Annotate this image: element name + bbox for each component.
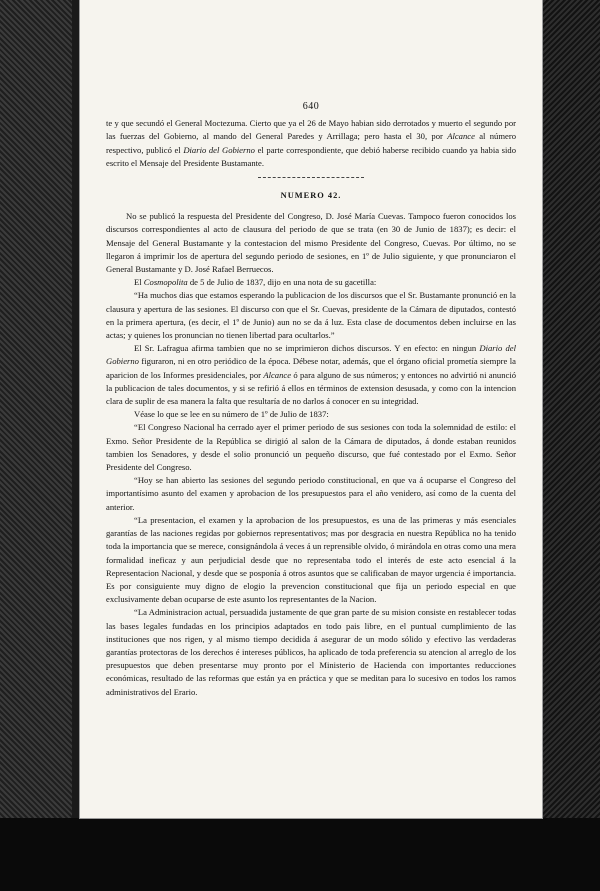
- paragraph-1: No se publicó la respuesta del Presidente del Congreso, D. José María Cuevas. Tampoco fueron conocidos los discursos correspondientes al acto de clausura del periodo de que se trata (en 30 de Junio de 1837); es decir: el Mensaje del General Bustamante y la contestacion del mismo Presidente del Congreso, Cuevas. Por último, no se llegaron á imprimir los de apertura del segundo periodo de sesiones, en 1º de Julio siguiente, y que pronunciaron el General Bustamante y D. José Rafael Berruecos.: [106, 211, 516, 275]
- p2-text-1: El: [134, 277, 144, 288]
- intro-text-2: al número respectivo, publicó el: [106, 131, 516, 155]
- page-content: [106, 100, 516, 699]
- paragraph-4: [106, 342, 516, 408]
- paragraph-3-quote: “Ha muchos dias que estamos esperando la publicacion de los discursos que el Sr. Bustamante pronunció en la clausura y apertura de las sesiones. El discurso con que el Sr. Cuevas, presidente de la Cámara de diputados, contestó en la primera apertura, (es decir, el 1º de Junio) aun no se da á luz. Esta clase de documentos deben incluirse en las actas; y quienes los pronuncian no tienen libertad para ocultarlos.”: [106, 290, 516, 341]
- p2-italic-cosmopolita: Cosmopolita: [143, 277, 188, 288]
- section-divider: [258, 177, 364, 179]
- scan-border-bottom: [0, 818, 600, 891]
- paragraph-8-quote: “La presentacion, el examen y la aprobacion de los presupuestos, es una de las primeras y más esenciales garantías de las naciones regidas por gobiernos representativos; mas por desgracia en nuestra República no ha tenido toda la importancia que se merece, consignándola á veces á un reprensible olvido, ó mirándola en otras como una mera formalidad ineficaz y aun perjudicial desde que no representaba todo el interés de este acto esencial á la Representacion Nacional, y desde que se posponía á otros asuntos que se calificaban de mayor urgencia é importancia. Es por consiguiente muy digno de elogio la prevencion constitucional que fija un periodo especial en que exclusivamente deban ocuparse de este asunto los representantes de la Nacion.: [106, 514, 516, 605]
- intro-text-1: te y que secundó el General Moctezuma. Cierto que ya el 26 de Mayo habian sido derrotados y muerto el segundo por las fuerzas del Gobierno, al mando del General Paredes y Arrillaga; pero hasta el 30, por: [106, 118, 516, 142]
- section-heading: NUMERO 42.: [280, 191, 342, 201]
- p4-text-3: ó para alguno de sus números; y entonces no advirtió ni anunció la publicacion de tales documentos, y si se refirió á ellos en términos de extension desusada, y como con la intencion clara de suplir de esa manera la falta que resultaría de no darlos á conocer en su integridad.: [106, 369, 516, 407]
- paragraph-6-quote: “El Congreso Nacional ha cerrado ayer el primer periodo de sus sesiones con toda la solemnidad de estilo: el Exmo. Señor Presidente de la República se dirigió al salon de la Cámara de diputados, á donde estaban reunidos tambien los Senadores, y desde el solio pronunció un pequeño discurso, que fué contestado por el Exmo. Señor Presidente del Congreso.: [106, 422, 516, 473]
- intro-text-3: el parte correspondiente, que debió haberse recibido cuando ya habia sido escrito el Mensaje del Presidente Bustamante.: [106, 144, 517, 168]
- page-number: 640: [302, 101, 320, 112]
- p4-text-2: figuraron, ni en otro periódico de la época. Débese notar, además, que el órgano oficial prometía siempre la aparicion de los Informes presidenciales, por: [106, 356, 516, 380]
- p4-italic-diario: Diario del Gobierno: [106, 343, 516, 367]
- intro-italic-alcance: Alcance: [447, 131, 475, 142]
- intro-paragraph: [106, 117, 516, 170]
- paragraph-5: Véase lo que se lee en su número de 1º de Julio de 1837:: [134, 409, 329, 420]
- p4-italic-alcance: Alcance: [263, 369, 292, 380]
- p2-text-2: de 5 de Julio de 1837, dijo en una nota de su gacetilla:: [187, 277, 377, 288]
- p4-text-1: El Sr. Lafragua afirma tambien que no se imprimieron dichos discursos. Y en efecto: en ningun: [134, 343, 480, 354]
- intro-italic-diario: Diario del Gobierno: [183, 144, 255, 155]
- scan-border-left: [0, 0, 72, 891]
- document-page: [80, 0, 542, 818]
- scan-border-right: [540, 0, 600, 891]
- paragraph-7-quote: “Hoy se han abierto las sesiones del segundo periodo constitucional, en que va á ocuparse el Congreso del importantísimo asunto del examen y aprobacion de los presupuestos para el año venidero, así como de la cuenta del anterior.: [106, 475, 516, 512]
- paragraph-2: [106, 276, 516, 289]
- paragraph-9-quote: “La Administracion actual, persuadida justamente de que gran parte de su mision consiste en restablecer todas las bases legales fundadas en los principios adaptados en todo pais libre, en el puntual cumplimiento de las instituciones que nos rigen, y al mismo tiempo decidida á asegurar de un modo sólido y efectivo las verdaderas garantías protectoras de los derechos é intereses públicos, ha aplicado de toda preferencia su atencion al arreglo de los presupuestos que deben presentarse muy pronto por el Ministerio de Hacienda con importantes reducciones económicas, resultado de las reformas que están ya en práctica y que se meditan para lo sucesivo en todos los ramos administrativos del Erario.: [106, 607, 516, 697]
